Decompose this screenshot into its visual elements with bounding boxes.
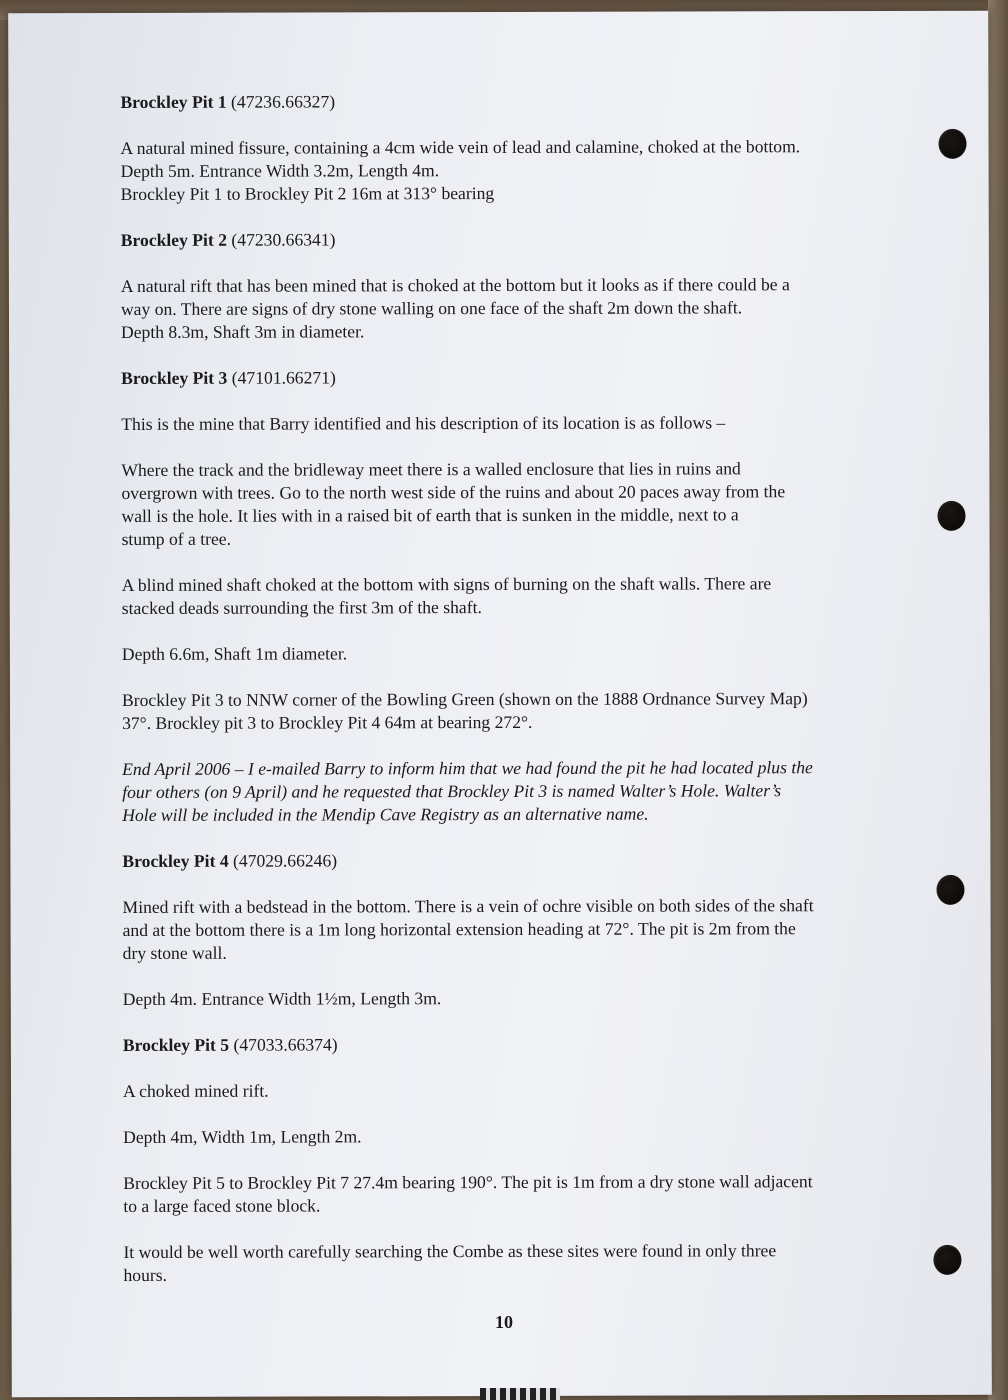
paragraph — [123, 1124, 913, 1149]
paragraph — [123, 1170, 913, 1218]
paragraph — [121, 457, 911, 551]
text-line: to a large faced stone block. — [123, 1195, 321, 1216]
grid-reference: (47033.66374) — [233, 1034, 338, 1055]
section-heading-pit-5 — [123, 1032, 913, 1057]
text-line: four others (on 9 April) and he requested that Brockley Pit 3 is named Walter’s Hole. Walter’s — [122, 780, 782, 802]
text-line: Depth 5m. Entrance Width 3.2m, Length 4m. — [120, 160, 440, 181]
text-line: A blind mined shaft choked at the bottom with signs of burning on the shaft walls. There are — [121, 573, 772, 595]
text-line: Depth 4m. Entrance Width 1½m, Length 3m. — [122, 988, 442, 1009]
grid-reference: (47101.66271) — [231, 367, 336, 388]
paragraph — [123, 1078, 913, 1103]
text-line: Brockley Pit 3 to NNW corner of the Bowling Green (shown on the 1888 Ordnance Survey Map) — [121, 688, 808, 710]
grid-reference: (47029.66246) — [232, 850, 338, 871]
text-line: Depth 6.6m, Shaft 1m diameter. — [121, 643, 348, 664]
section-heading-pit-4 — [122, 848, 912, 873]
text-line: stacked deads surrounding the first 3m of the shaft. — [121, 597, 482, 618]
punch-hole — [936, 875, 964, 905]
text-line: End April 2006 – I e-mailed Barry to inform him that we had found the pit he had located plus the — [122, 757, 813, 779]
paragraph — [123, 1239, 913, 1287]
document-body — [120, 89, 913, 1310]
page-number: 10 — [495, 1312, 513, 1332]
text-line: and at the bottom there is a 1m long horizontal extension heading at 72°. The pit is 2m from the — [122, 918, 796, 940]
section-title: Brockley Pit 4 — [122, 850, 229, 871]
text-line: overgrown with trees. Go to the north west side of the ruins and about 20 paces away from the — [121, 481, 786, 503]
text-line: This is the mine that Barry identified and his description of its location is as follows – — [121, 412, 726, 434]
paragraph — [122, 641, 912, 666]
section-title: Brockley Pit 3 — [121, 367, 228, 388]
text-line: 37°. Brockley pit 3 to Brockley Pit 4 64m at bearing 272°. — [122, 711, 533, 733]
document-page — [8, 11, 992, 1398]
section-title: Brockley Pit 5 — [122, 1034, 230, 1055]
text-line: Hole will be included in the Mendip Cave Registry as an alternative name. — [122, 803, 649, 825]
backdrop-strip — [480, 1388, 560, 1400]
text-line: Depth 4m, Width 1m, Length 2m. — [123, 1126, 362, 1147]
punch-hole — [933, 1245, 961, 1275]
text-line: A natural rift that has been mined that is choked at the bottom but it looks as if there could be a — [120, 274, 790, 296]
section-heading-pit-3 — [121, 365, 911, 390]
text-line: A choked mined rift. — [122, 1080, 269, 1101]
text-line: stump of a tree. — [121, 528, 232, 549]
text-line: A natural mined fissure, containing a 4cm wide vein of lead and calamine, choked at the bottom. — [120, 136, 801, 158]
paragraph — [123, 894, 913, 965]
paragraph — [121, 135, 911, 206]
text-line: It would be well worth carefully searching the Combe as these sites were found in only three — [123, 1240, 777, 1262]
paragraph — [123, 986, 913, 1011]
text-line: Where the track and the bridleway meet there is a walled enclosure that lies in ruins and — [121, 458, 741, 480]
punch-hole — [938, 129, 966, 159]
punch-hole — [937, 501, 965, 531]
paragraph — [121, 273, 911, 344]
section-heading-pit-1 — [120, 89, 910, 114]
paragraph — [121, 411, 911, 436]
paragraph — [122, 687, 912, 735]
grid-reference: (47230.66341) — [231, 229, 336, 250]
text-line: Brockley Pit 1 to Brockley Pit 2 16m at 313° bearing — [120, 183, 495, 204]
section-title: Brockley Pit 2 — [120, 229, 228, 250]
text-line: hours. — [123, 1264, 168, 1285]
italic-note — [122, 756, 912, 827]
text-line: dry stone wall. — [122, 942, 227, 963]
text-line: wall is the hole. It lies with in a raised bit of earth that is sunken in the middle, next to a — [121, 504, 739, 526]
section-heading-pit-2 — [121, 227, 911, 252]
grid-reference: (47236.66327) — [231, 91, 336, 112]
text-line: Mined rift with a bedstead in the bottom. There is a vein of ochre visible on both sides of the shaft — [122, 895, 814, 917]
text-line: Brockley Pit 5 to Brockley Pit 7 27.4m bearing 190°. The pit is 1m from a dry stone wall adjacent — [123, 1171, 813, 1193]
text-line: Depth 8.3m, Shaft 3m in diameter. — [120, 321, 365, 342]
text-line: way on. There are signs of dry stone walling on one face of the shaft 2m down the shaft. — [120, 297, 743, 319]
paragraph — [122, 572, 912, 620]
section-title: Brockley Pit 1 — [120, 91, 227, 112]
